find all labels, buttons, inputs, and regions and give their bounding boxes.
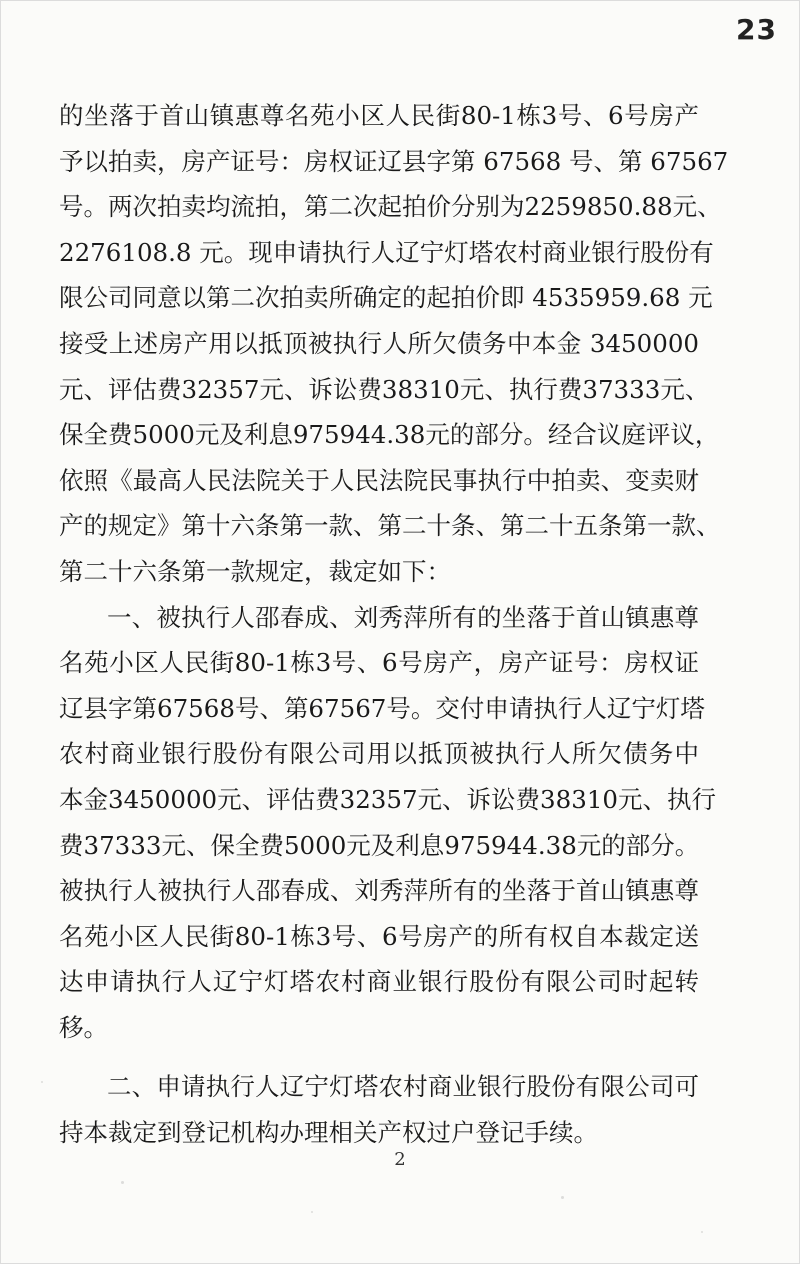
text-line: 名苑小区人民街80-1栋3号、6号房产的所有权自本裁定送 xyxy=(59,921,699,951)
text-line: 保全费5000元及利息975944.38元的部分。经合议庭评议， xyxy=(59,420,720,450)
scan-speck xyxy=(41,1081,43,1083)
text-line: 达申请执行人辽宁灯塔农村商业银行股份有限公司时起转 xyxy=(59,967,699,997)
scan-speck xyxy=(311,1211,313,1213)
scan-speck xyxy=(121,1181,124,1184)
text-line: 元、评估费32357元、诉讼费38310元、执行费37333元、 xyxy=(59,374,710,404)
text-line: 接受上述房产用以抵顶被执行人所欠债务中本金 3450000 xyxy=(59,328,699,358)
text-line: 的坐落于首山镇惠尊名苑小区人民街80-1栋3号、6号房产 xyxy=(59,101,699,130)
text-line: 持本裁定到登记机构办理相关产权过户登记手续。 xyxy=(59,1118,598,1148)
page-number: 2 xyxy=(394,1149,406,1170)
text-line: 被执行人被执行人邵春成、刘秀萍所有的坐落于首山镇惠尊 xyxy=(59,876,699,906)
ruling-item-1-first-line: 一、被执行人邵春成、刘秀萍所有的坐落于首山镇惠尊 xyxy=(107,602,699,632)
text-line: 产的规定》第十六条第一款、第二十条、第二十五条第一款、 xyxy=(59,511,721,541)
ruling-body-text xyxy=(59,93,729,1156)
text-line: 辽县字第67568号、第67567号。交付申请执行人辽宁灯塔 xyxy=(59,693,705,723)
scan-speck xyxy=(701,1231,703,1233)
text-line: 费37333元、保全费5000元及利息975944.38元的部分。 xyxy=(59,830,700,860)
text-line: 予以拍卖，房产证号：房权证辽县字第 67568 号、第 67567 xyxy=(59,146,729,176)
text-line: 2276108.8 元。现申请执行人辽宁灯塔农村商业银行股份有 xyxy=(59,237,714,267)
text-line: 限公司同意以第二次拍卖所确定的起拍价即 4535959.68 元 xyxy=(59,283,713,313)
text-line: 依照《最高人民法院关于人民法院民事执行中拍卖、变卖财 xyxy=(59,465,699,495)
text-line: 名苑小区人民街80-1栋3号、6号房产，房产证号：房权证 xyxy=(59,648,699,678)
corner-page-mark: 23 xyxy=(736,13,777,46)
text-line: 第二十六条第一款规定，裁定如下： xyxy=(59,556,451,586)
paragraph-spacer xyxy=(59,1050,699,1064)
text-line: 号。两次拍卖均流拍，第二次起拍价分别为2259850.88元、 xyxy=(59,192,722,222)
ruling-item-2-first-line: 二、申请执行人辽宁灯塔农村商业银行股份有限公司可 xyxy=(107,1072,699,1102)
text-line: 移。 xyxy=(59,1012,108,1042)
text-line: 农村商业银行股份有限公司用以抵顶被执行人所欠债务中 xyxy=(59,739,699,769)
text-line: 本金3450000元、评估费32357元、诉讼费38310元、执行 xyxy=(59,784,716,814)
scan-speck xyxy=(561,1196,564,1199)
